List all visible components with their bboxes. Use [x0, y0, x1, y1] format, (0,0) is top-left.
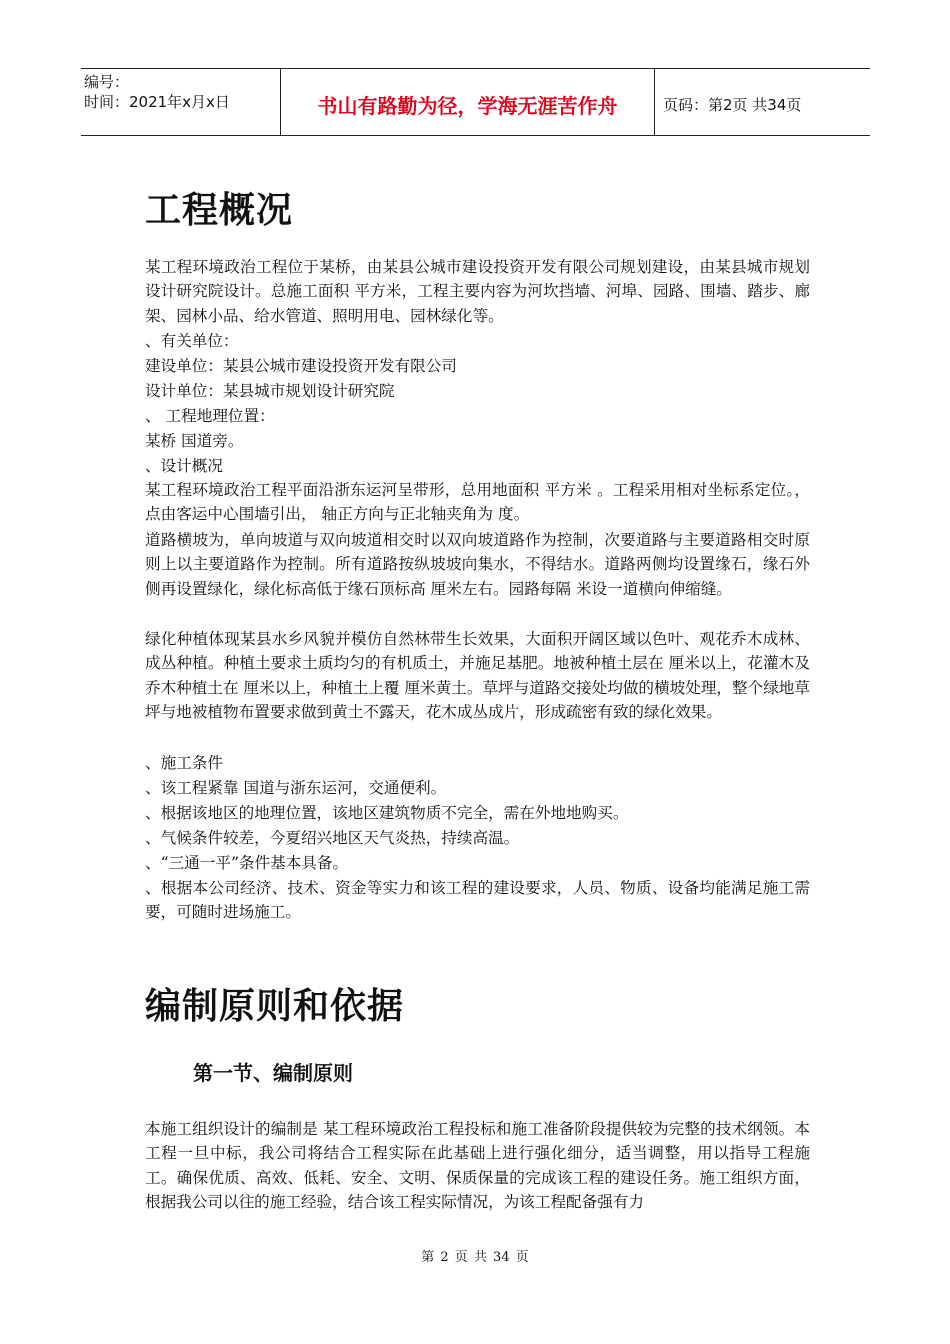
overview-line-traffic: 、该工程紧靠 国道与浙东运河，交通便利。: [145, 779, 447, 797]
principles-heading: 编制原则和依据: [145, 986, 405, 1027]
overview-line-owner: 建设单位：某县公城市建设投资开发有限公司: [145, 357, 457, 375]
principles-paragraph: 本施工组织设计的编制是 某工程环境政治工程投标和施工准备阶段提供较为完整的技术纲领。本工程一旦中标，我公司将结合工程实际在此基础上进行强化细分，适当调整，用以指导工程施工。确保优质、高效、低耗、安全、文明、保质保量的完成该工程的建设任务。施工组织方面，根据我公司以往的施工经验，结合该工程实际情况，为该工程配备强有力: [145, 1120, 810, 1212]
doc-date-label: 时间：2021年x月x日: [84, 93, 230, 111]
header-motto: 书山有路勤为径，学海无涯苦作舟: [281, 69, 655, 135]
overview-paragraph-greening: 绿化种植体现某县水乡风貌并模仿自然林带生长效果，大面积开阔区域以色叶、观花乔木成林、成丛种植。种植土要求土质均匀的有机质土，并施足基肥。地被种植土层在 厘米以上，花灌木及乔木种植土在 厘米以上，种植土上覆 厘米黄土。草坪与道路交接处均做的横坡处理，整个绿地草坪与地被植物布置要求做到黄土不露天，花木成丛成片，形成疏密有致的绿化效果。: [145, 630, 810, 722]
overview-line-location: 某桥 国道旁。: [145, 432, 244, 450]
overview-line-location-title: 、 工程地理位置：: [145, 407, 275, 425]
overview-line-site-ready: 、“三通一平”条件基本具备。: [145, 854, 349, 872]
header-page-info: 页码：第2页 共34页: [663, 95, 802, 114]
overview-paragraph-design: 某工程环境政治工程平面沿浙东运河呈带形，总用地面积 平方米 。工程采用相对坐标系定位。， 点由客运中心围墙引出， 轴正方向与正北轴夹角为 度。: [145, 481, 810, 524]
overview-line-design-title: 、设计概况: [145, 457, 223, 475]
overview-paragraph-capability: 、根据本公司经济、技术、资金等实力和该工程的建设要求，人员、物质、设备均能满足施工需要，可随时进场施工。: [145, 879, 810, 922]
doc-number-label: 编号：: [84, 73, 130, 91]
overview-heading: 工程概况: [145, 190, 294, 231]
section1-heading: 第一节、编制原则: [193, 1061, 353, 1085]
overview-line-conditions-title: 、施工条件: [145, 754, 223, 772]
overview-line-units: 、有关单位：: [145, 332, 239, 350]
overview-line-designer: 设计单位：某县城市规划设计研究院: [145, 382, 395, 400]
overview-paragraph-road: 道路横坡为，单向坡道与双向坡道相交时以双向坡道路作为控制，次要道路与主要道路相交时原则上以主要道路作为控制。所有道路按纵坡坡向集水，不得结水。道路两侧均设置缘石，缘石外侧再设置绿化，绿化标高低于缘石顶标高 厘米左右。园路每隔 米设一道横向伸缩缝。: [145, 531, 810, 598]
overview-line-climate: 、气候条件较差，今夏绍兴地区天气炎热，持续高温。: [145, 829, 520, 847]
overview-line-materials: 、根据该地区的地理位置，该地区建筑物质不完全，需在外地地购买。: [145, 804, 629, 822]
page-header: [81, 68, 870, 136]
header-meta: [81, 69, 281, 135]
overview-paragraph-1: 某工程环境政治工程位于某桥，由某县公城市建设投资开发有限公司规划建设，由某县城市规划设计研究院设计。总施工面积 平方米，工程主要内容为河坎挡墙、河埠、园路、围墙、踏步、廊架、园林小品、给水管道、照明用电、园林绿化等。: [145, 258, 810, 325]
page-footer: 第 2 页 共 34 页: [421, 1250, 529, 1265]
